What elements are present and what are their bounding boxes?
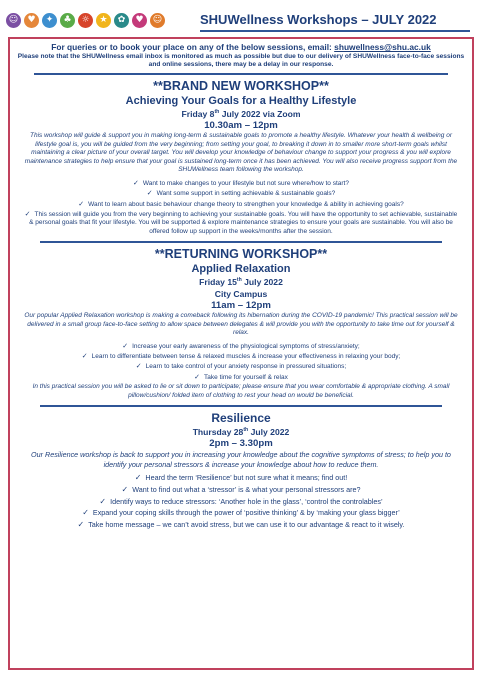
list-item: ✓ Learn to take control of your anxiety response in pressured situations; <box>135 362 347 371</box>
wellness-icon-1: ☺ <box>6 13 21 28</box>
list-item: ✓ Take home message – we can’t avoid stress, but we can use it to our advantage & react to it wisely. <box>77 520 405 530</box>
checkmark-icon: ✓ <box>121 484 129 494</box>
checkmark-icon: ✓ <box>135 362 142 371</box>
wellness-icon-2: ♥ <box>24 13 39 28</box>
workshop-relaxation <box>10 247 472 400</box>
workshop-goals <box>10 79 472 236</box>
checkmark-icon: ✓ <box>78 199 85 208</box>
contact-query: For queries or to book your place on any of the below sessions, email: <box>51 42 332 52</box>
checkmark-icon: ✓ <box>133 178 139 187</box>
workshop-description: This workshop will guide & support you in making long-term & sustainable goals to promote a healthy lifestyle. Whatever your health & wellbeing or lifestyle goal is, you will be guided from the very beginning; from setting your goal, to breaking it down in to smaller more short-term goals whilst maintaining a clear picture of your overall target. You will develop your knowledge of behaviour change to support your progress & you will explore maintenance strategies to help ensure that your goal is sustained long-term once it has been achieved. You will also receive progress support from the SHUWellness team following the workshop. <box>24 132 458 174</box>
wellness-icon-6: ★ <box>96 13 111 28</box>
workshop-banner: **RETURNING WORKSHOP** <box>154 247 328 262</box>
wellness-icon-4: ♣ <box>60 13 75 28</box>
divider <box>40 405 442 407</box>
contact-note: Please note that the SHUWellness email inbox is monitored as much as possible but due to our delivery of SHUWellness face-to-face sessions and online sessions, there may be a delay in our response. <box>17 53 465 69</box>
checkmark-icon: ✓ <box>194 372 201 381</box>
checkmark-icon: ✓ <box>81 352 88 361</box>
page-title: SHUWellness Workshops – JULY 2022 <box>200 12 437 27</box>
workshop-description: Our popular Applied Relaxation workshop is making a comeback following its hibernation during the COVID-19 pandemic! This practical session will be delivered in a small group face-to-face setting to allow space between delegates & will provide you with the opportunity to take time out for yourself & relax. <box>24 312 458 337</box>
wellness-icon-5: ☼ <box>78 13 93 28</box>
contact-email-link[interactable]: shuwellness@shu.ac.uk <box>334 42 431 52</box>
list-item: ✓ Learn to differentiate between tense & relaxed muscles & increase your effectiveness in relaxing your body; <box>81 352 401 361</box>
workshop-checklist <box>10 342 472 383</box>
workshop-time: 10.30am – 12pm <box>204 120 278 132</box>
checkmark-icon: ✓ <box>134 472 142 482</box>
checkmark-icon: ✓ <box>99 496 107 506</box>
wellness-icon-9: ☺ <box>150 13 165 28</box>
checkmark-icon: ✓ <box>122 341 129 350</box>
workshop-description: Our Resilience workshop is back to support you in increasing your knowledge about the cognitive symptoms of stress; to help you to identify your personal stressors & increase your knowledge about how to reduce them. <box>31 450 451 469</box>
list-item: ✓ Take time for yourself & relax <box>194 372 288 381</box>
list-item: ✓ Heard the term ‘Resilience’ but not sure what it means; find out! <box>134 472 348 482</box>
workshop-footer-note: In this practical session you will be asked to lie or sit down to participate; please ensure that you wear comfortable & appropriate clothing. A small pillow/cushion/ folded item of clothing to rest your head on would be beneficial. <box>32 383 450 399</box>
flyer-page <box>4 3 478 677</box>
checkmark-icon: ✓ <box>82 508 89 518</box>
workshop-date: Friday 15th July 2022 <box>199 277 283 288</box>
list-item: ✓ Identify ways to reduce stressors: ‘Another hole in the glass’, ‘control the controlables’ <box>99 496 383 506</box>
divider <box>34 73 448 75</box>
checkmark-icon: ✓ <box>146 189 153 198</box>
wellness-icon-3: ✦ <box>42 13 57 28</box>
workshop-date: Friday 8th July 2022 via Zoom <box>181 109 301 120</box>
workshop-checklist <box>10 473 472 531</box>
content-box <box>8 37 474 670</box>
wellness-icon-8: ♥ <box>132 13 147 28</box>
workshop-time: 2pm – 3.30pm <box>209 438 273 450</box>
list-item: ✓ Want some support in setting achievable & sustainable goals? <box>146 189 336 198</box>
list-item: ✓ Increase your early awareness of the physiological symptoms of stress/anxiety; <box>122 341 360 350</box>
wellness-icons <box>6 13 165 28</box>
workshop-location: City Campus <box>214 289 268 300</box>
title-underline <box>200 30 470 32</box>
workshop-date: Thursday 28th July 2022 <box>192 427 290 438</box>
checkmark-icon: ✓ <box>24 209 31 218</box>
workshop-checklist <box>10 179 472 237</box>
list-item: ✓ Want to make changes to your lifestyle but not sure where/how to start? <box>133 178 349 187</box>
header <box>4 3 478 37</box>
contact-section <box>10 39 472 69</box>
workshop-resilience <box>10 411 472 531</box>
workshop-name: Applied Relaxation <box>191 263 291 276</box>
list-item: ✓ Expand your coping skills through the power of ‘positive thinking’ & by ‘making your glass bigger’ <box>82 508 400 518</box>
workshop-banner: **BRAND NEW WORKSHOP** <box>153 79 329 94</box>
list-item: ✓ Want to find out what a ‘stressor’ is & what your personal stressors are? <box>121 484 361 494</box>
wellness-icon-7: ✿ <box>114 13 129 28</box>
checkmark-icon: ✓ <box>77 520 85 530</box>
workshop-name: Achieving Your Goals for a Healthy Lifestyle <box>125 95 357 108</box>
list-item: ✓ Want to learn about basic behaviour change theory to strengthen your knowledge & ability in achieving goals? <box>78 199 404 208</box>
divider <box>40 241 442 243</box>
workshop-time: 11am – 12pm <box>211 300 271 312</box>
list-item: ✓ This session will guide you from the very beginning to achieving your sustainable goals. You will have the opportunity to set achievable, sustainable & personal goals that fit your lifestyle. You will be supported & explore maintenance strategies to ensure your goals are sustainable. You will also be offered follow up support in the weeks/months after the session. <box>24 209 458 235</box>
workshop-name: Resilience <box>211 411 271 426</box>
